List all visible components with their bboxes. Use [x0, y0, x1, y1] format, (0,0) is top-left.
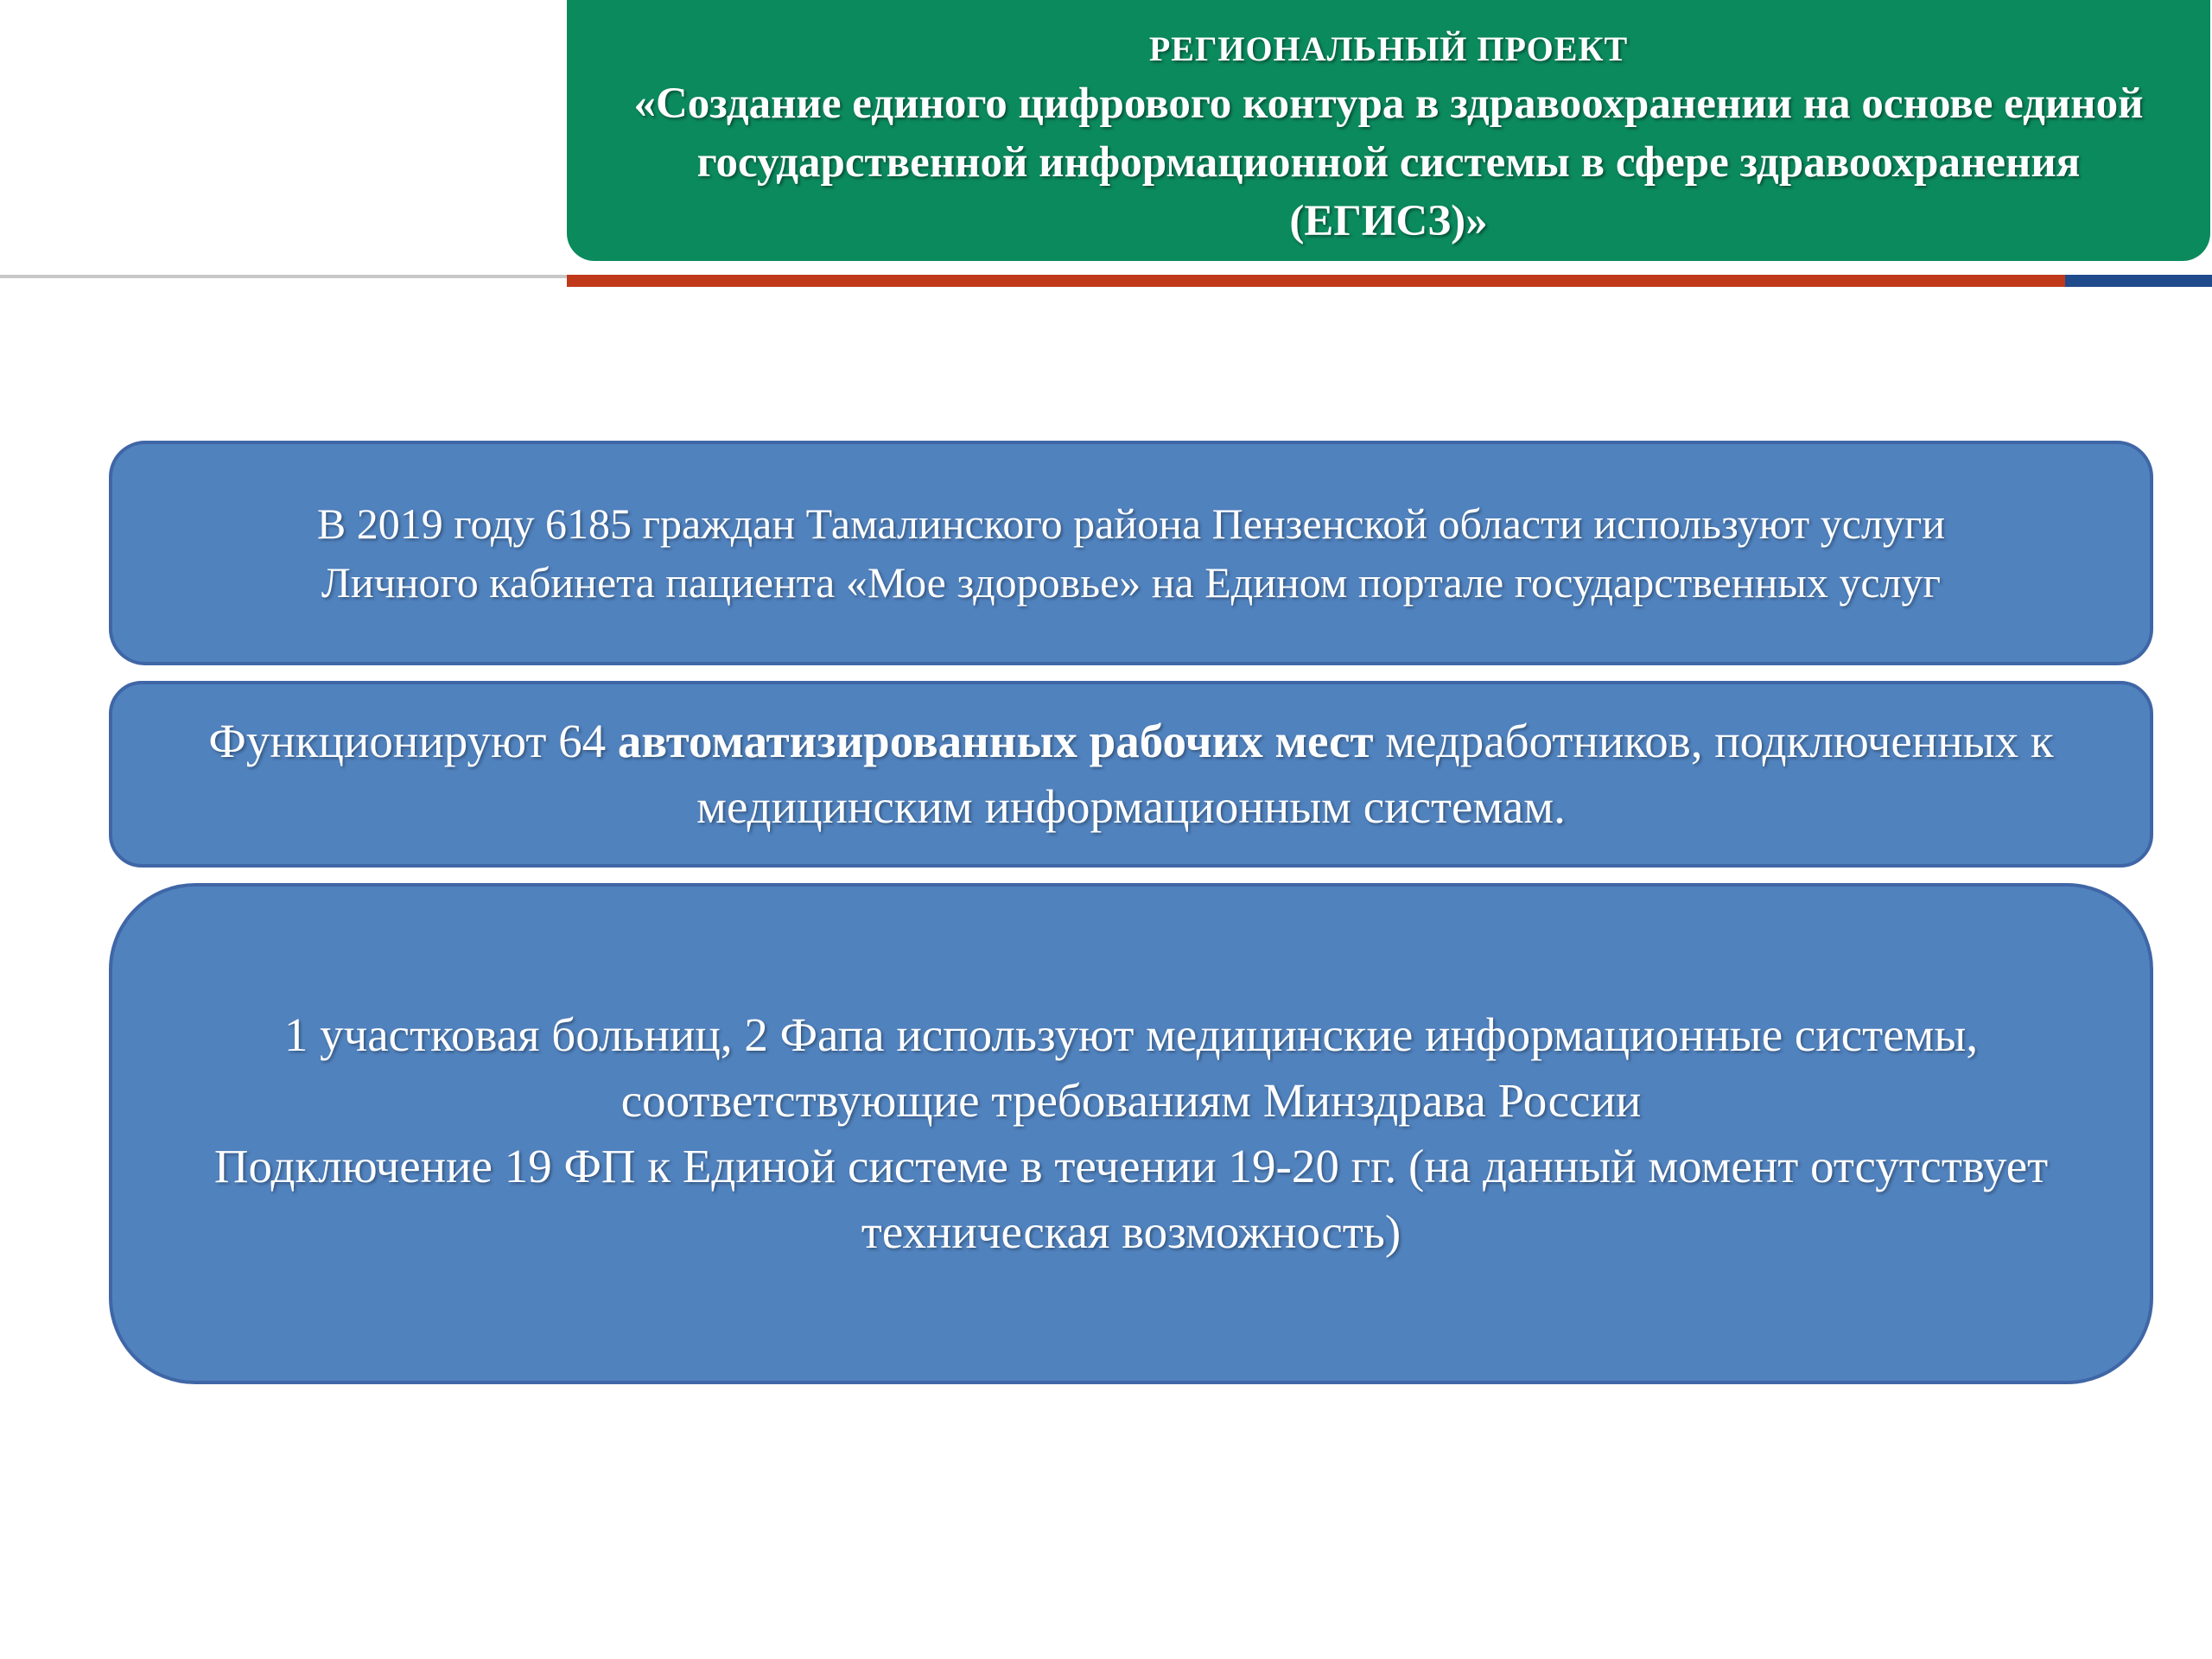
- gray-divider: [0, 275, 567, 278]
- info-box-patient-cabinet: [109, 441, 2153, 665]
- box1-line2: Личного кабинета пациента «Мое здоровье» на Едином портале государственных услуг: [321, 558, 1942, 607]
- info-box-workstations: [109, 681, 2153, 868]
- info-box-text: [164, 709, 2098, 840]
- box2-bold: автоматизированных рабочих мест: [617, 715, 1374, 767]
- box2-suffix: медработников, подключенных к медицинским информационным системам.: [696, 715, 2054, 833]
- info-box-text: [317, 494, 1945, 612]
- header-kicker: РЕГИОНАЛЬНЫЙ ПРОЕКТ: [1148, 29, 1629, 68]
- box1-line1: В 2019 году 6185 граждан Тамалинского района Пензенской области используют услуги: [316, 499, 1946, 548]
- box2-prefix: Функционируют 64: [208, 715, 618, 767]
- blue-accent-bar: [2065, 275, 2212, 287]
- box3-line2: Подключение 19 ФП к Единой системе в течении 19-20 гг. (на данный момент отсутствует техническая возможность): [213, 1140, 2049, 1258]
- box3-line1: 1 участковая больниц, 2 Фапа используют медицинские информационные системы, соответствующие требованиям Минздрава России: [283, 1008, 1979, 1127]
- header-title: «Создание единого цифрового контура в здравоохранении на основе единой государственной информационной системы в сфере здравоохранения (ЕГИСЗ)»: [633, 79, 2144, 245]
- red-accent-bar: [567, 275, 2065, 287]
- info-box-text: [164, 1002, 2098, 1265]
- info-box-medical-systems: [109, 883, 2153, 1384]
- project-header: [567, 0, 2210, 261]
